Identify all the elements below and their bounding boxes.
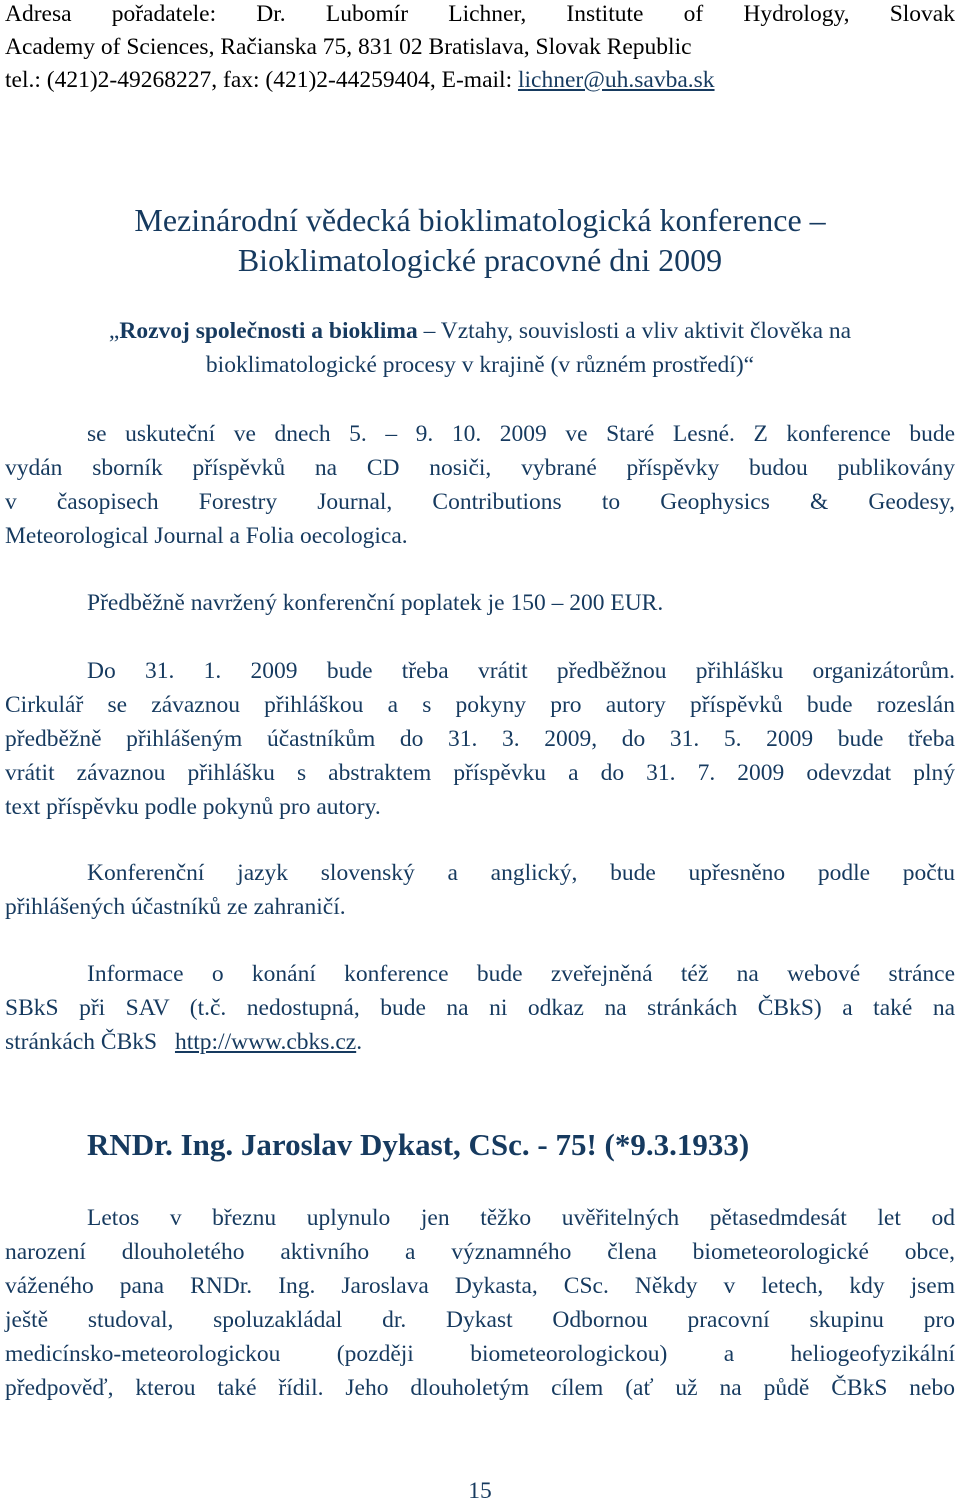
p3-line-2: Cirkulář se závaznou přihláškou a s pokyny pro autory příspěvků bude rozeslán <box>5 692 955 718</box>
cbks-link[interactable]: http://www.cbks.cz <box>174 1029 357 1055</box>
address-line-3 <box>5 63 955 97</box>
theme-bold: Rozvoj společnosti a bioklima <box>119 318 418 344</box>
page-number: 15 <box>468 1478 492 1504</box>
conference-theme-line-2: bioklimatologické procesy v krajině (v různém prostředí)“ <box>205 352 755 378</box>
address-line-1: Adresa pořadatele: Dr. Lubomír Lichner, Institute of Hydrology, Slovak <box>5 1 955 27</box>
lang-line-1: Konferenční jazyk slovenský a anglický, bude upřesněno podle počtu <box>87 860 955 886</box>
conference-title-2: Bioklimatologické pracovné dni 2009 <box>237 242 723 278</box>
email-link[interactable]: lichner@uh.savba.sk <box>517 67 715 93</box>
conference-theme-line-1 <box>5 314 955 348</box>
p3-line-3: předběžně přihlášeným účastníkům do 31. 3. 2009, do 31. 5. 2009 bude třeba <box>5 726 955 752</box>
person-line-3: váženého pana RNDr. Ing. Jaroslava Dykasta, CSc. Někdy v letech, kdy jsem <box>5 1273 955 1299</box>
person-line-1: Letos v březnu uplynulo jen těžko uvěřitelných pětasedmdesát let od <box>87 1205 955 1231</box>
p1-line-2: vydán sborník příspěvků na CD nosiči, vybrané příspěvky budou publikovány <box>5 455 955 481</box>
theme-quote: „ <box>108 318 120 344</box>
theme-rest: – Vztahy, souvislosti a vliv aktivit člověka na <box>417 318 852 344</box>
person-heading: RNDr. Ing. Jaroslav Dykast, CSc. - 75! (*9.3.1933) <box>87 1127 750 1162</box>
address-contact: tel.: (421)2-49268227, fax: (421)2-44259404, E-mail: <box>5 67 518 93</box>
info-line-3: stránkách ČBkS http://www.cbks.cz. <box>5 1029 363 1055</box>
conference-title-1: Mezinárodní vědecká bioklimatologická konference – <box>134 202 826 238</box>
info-line-2: SBkS při SAV (t.č. nedostupná, bude na ni odkaz na stránkách ČBkS) a také na <box>5 995 955 1021</box>
person-line-2: narození dlouholetého aktivního a významného člena biometeorologické obce, <box>5 1239 955 1265</box>
person-line-5: medicínsko-meteorologickou (později biometeorologickou) a heliogeofyzikální <box>5 1341 955 1367</box>
p3-line-1: Do 31. 1. 2009 bude třeba vrátit předběžnou přihlášku organizátorům. <box>87 658 955 684</box>
info-line-1: Informace o konání konference bude zveřejněná též na webové stránce <box>87 961 955 987</box>
person-line-4: ještě studoval, spoluzakládal dr. Dykast Odbornou pracovní skupinu pro <box>5 1307 955 1333</box>
address-line-2: Academy of Sciences, Račianska 75, 831 02 Bratislava, Slovak Republic <box>5 34 692 60</box>
p3-line-5: text příspěvku podle pokynů pro autory. <box>5 794 381 820</box>
lang-line-2: přihlášených účastníků ze zahraničí. <box>5 894 346 920</box>
p1-line-1: se uskuteční ve dnech 5. – 9. 10. 2009 ve Staré Lesné. Z konference bude <box>87 421 955 447</box>
fee-line: Předběžně navržený konferenční poplatek je 150 – 200 EUR. <box>87 590 664 616</box>
p3-line-4: vrátit závaznou přihlášku s abstraktem příspěvku a do 31. 7. 2009 odevzdat plný <box>5 760 955 786</box>
p1-line-4: Meteorological Journal a Folia oecologica. <box>5 523 408 549</box>
p1-line-3: v časopisech Forestry Journal, Contributions to Geophysics & Geodesy, <box>5 489 955 515</box>
person-line-6: předpověď, kterou také řídil. Jeho dlouholetým cílem (ať už na půdě ČBkS nebo <box>5 1375 955 1401</box>
